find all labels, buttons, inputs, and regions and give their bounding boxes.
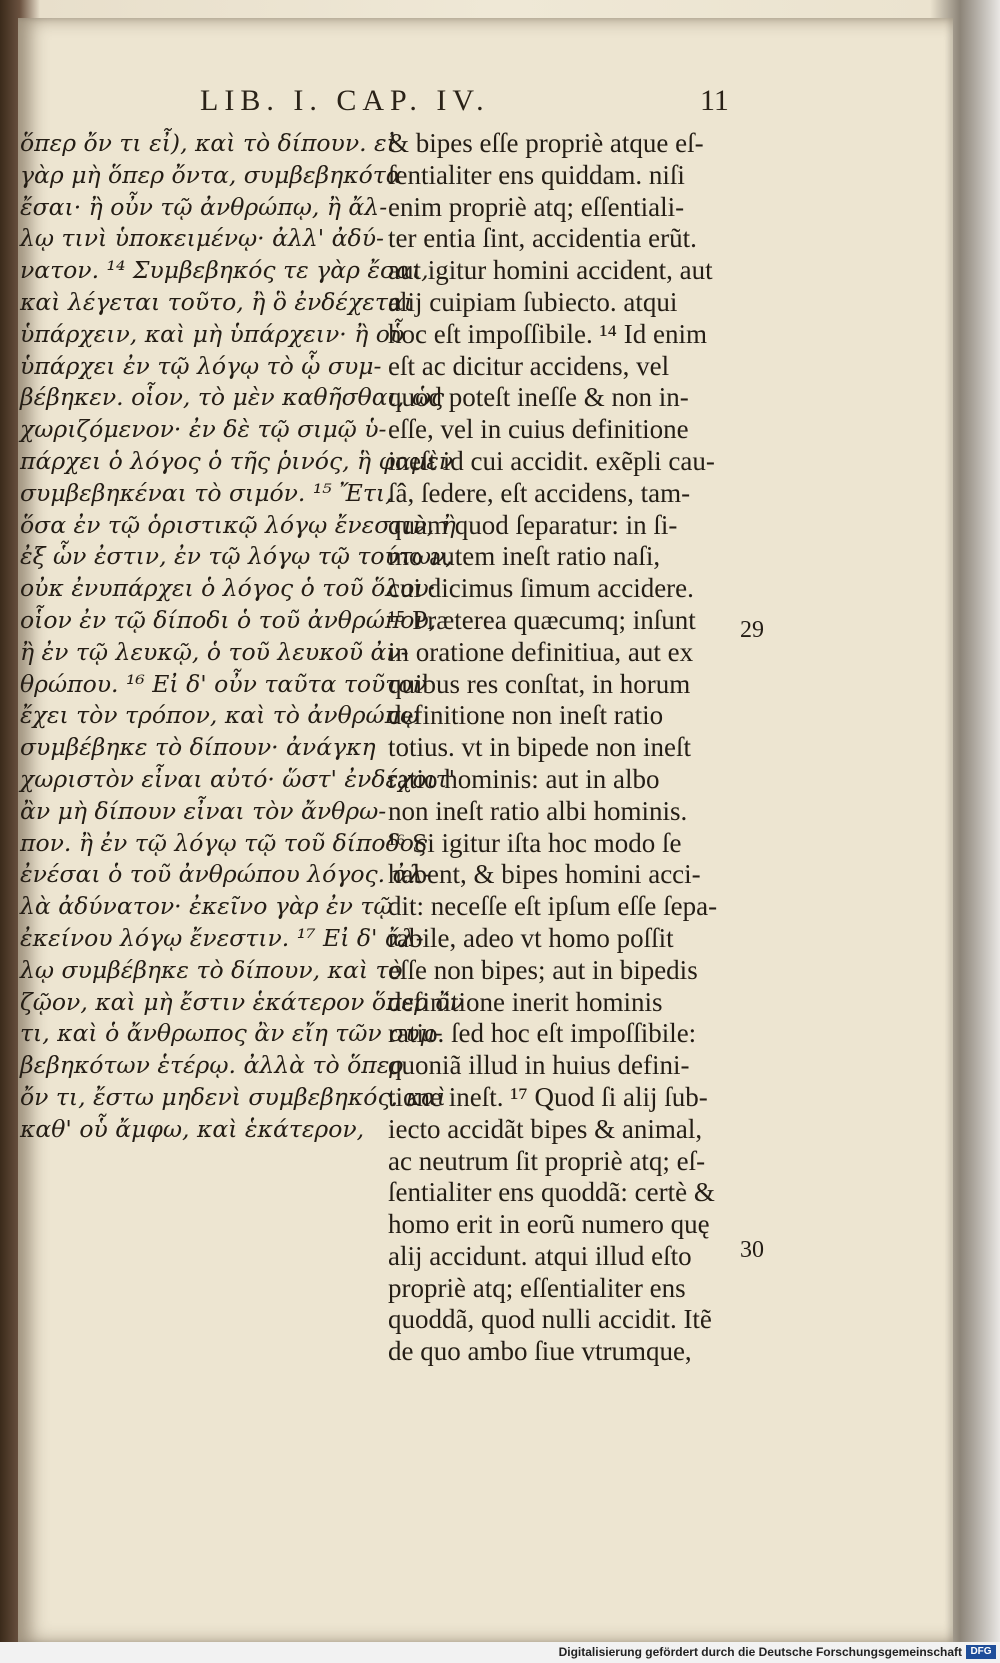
greek-text-line: ἔχει τὸν τρόπον, καὶ τὸ ἀνθρώπῳ xyxy=(20,701,420,730)
greek-text-line: καθ' οὗ ἄμφω, καὶ ἑκάτερον, xyxy=(20,1114,365,1143)
latin-text-line: quod poteſt ineſſe & non in- xyxy=(388,382,689,413)
latin-text-line: quoddã, quod nulli accidit. Itẽ xyxy=(388,1304,712,1335)
latin-text-line: ¹⁶ Si igitur iſta hoc modo ſe xyxy=(388,827,682,858)
latin-text-line: eſſe non bipes; aut in bipedis xyxy=(388,954,698,985)
greek-text-column xyxy=(20,128,464,1146)
latin-text-line: aut igitur homini accident, aut xyxy=(388,255,713,286)
greek-text-line: ἢ ἐν τῷ λευκῷ, ὁ τοῦ λευκοῦ ἀν- xyxy=(20,637,409,666)
latin-text-line: eſſe, vel in cuius definitione xyxy=(388,414,689,445)
greek-text-line: πον. ἢ ἐν τῷ λόγῳ τῷ τοῦ δίποδος xyxy=(20,828,428,857)
latin-text-line: ¹⁵ Præterea quæcumq; inſunt xyxy=(388,604,696,635)
latin-text-line: propriè atq; eſſentialiter ens xyxy=(388,1272,686,1303)
greek-text-line: λὰ ἀδύνατον· ἐκεῖνο γὰρ ἐν τῷ xyxy=(20,892,393,921)
greek-text-line: θρώπου. ¹⁶ Εἰ δ' οὖν ταῦτα τοῦτον xyxy=(20,669,427,698)
greek-text-line: καὶ λέγεται τοῦτο, ἢ ὃ ἐνδέχεται xyxy=(20,287,413,316)
latin-text-line: totius. vt in bipede non ineſt xyxy=(388,732,691,763)
margin-number-30: 30 xyxy=(740,1237,764,1263)
latin-text-line: hoc eſt impoſſibile. ¹⁴ Id enim xyxy=(388,318,707,349)
latin-text-line: rabile, adeo vt homo poſſit xyxy=(388,922,674,953)
greek-text-line: λῳ συμβέβηκε τὸ δίπουν, καὶ τὸ xyxy=(20,955,403,984)
dfg-logo: DFG xyxy=(966,1645,996,1659)
latin-text-column xyxy=(388,128,728,1368)
latin-text-line: eſt ac dicitur accidens, vel xyxy=(388,350,670,381)
page-number: 11 xyxy=(700,84,729,117)
latin-text-line: quoniã illud in huius defini- xyxy=(388,1050,690,1081)
greek-text-line: πάρχει ὁ λόγος ὁ τῆς ῥινός, ἣ φαμὲν xyxy=(20,446,454,475)
latin-text-line: ter entia ſint, accidentia erũt. xyxy=(388,223,697,254)
greek-text-line: ὑπάρχειν, καὶ μὴ ὑπάρχειν· ἢ οὗ xyxy=(20,319,405,348)
latin-text-line: enim propriè atq; eſſentiali- xyxy=(388,191,685,222)
latin-text-line: ineſt id cui accidit. exẽpli cau- xyxy=(388,445,715,476)
latin-text-line: ratio. ſed hoc eſt impoſſibile: xyxy=(388,1018,697,1049)
latin-text-line: alij accidunt. atqui illud eſto xyxy=(388,1240,692,1271)
greek-text-line: ἔσαι· ἢ οὖν τῷ ἀνθρώπῳ, ἢ ἄλ- xyxy=(20,192,388,221)
greek-text-line: βεβηκότων ἑτέρῳ. ἀλλὰ τὸ ὅπερ xyxy=(20,1051,404,1080)
greek-text-line: χωριζόμενον· ἐν δὲ τῷ σιμῷ ὑ- xyxy=(20,415,387,444)
greek-text-line: οὐκ ἐνυπάρχει ὁ λόγος ὁ τοῦ ὅλου· xyxy=(20,574,437,603)
latin-text-line: ſentialiter ens quoddã: certè & xyxy=(388,1177,715,1208)
greek-text-line: ἐκείνου λόγῳ ἔνεστιν. ¹⁷ Εἰ δ' ἄλ- xyxy=(20,923,424,952)
latin-text-line: in oratione definitiua, aut ex xyxy=(388,636,694,667)
greek-text-line: ὅσα ἐν τῷ ὁριστικῷ λόγῳ ἔνεστιν, ἢ xyxy=(20,510,456,539)
greek-text-line: λῳ τινὶ ὑποκειμένῳ· ἀλλ' ἀδύ- xyxy=(20,224,384,253)
latin-text-line: quàm quod ſeparatur: in ſi- xyxy=(388,509,678,540)
latin-text-line: definitione inerit hominis xyxy=(388,986,663,1017)
latin-text-line: quibus res conſtat, in horum xyxy=(388,668,691,699)
latin-text-line: ſâ, ſedere, eſt accidens, tam- xyxy=(388,477,691,508)
latin-text-line: iecto accidãt bipes & animal, xyxy=(388,1113,703,1144)
greek-text-line: ὅπερ ὄν τι εἶ), καὶ τὸ δίπουν. εἰ xyxy=(20,129,396,157)
latin-text-line: ſentialiter ens quiddam. niſi xyxy=(388,159,685,190)
greek-text-line: γὰρ μὴ ὅπερ ὄντα, συμβεβηκότα xyxy=(20,160,402,189)
latin-text-line: habent, & bipes homini acci- xyxy=(388,859,701,890)
greek-text-line: συμβέβηκε τὸ δίπουν· ἀνάγκη xyxy=(20,733,376,762)
greek-text-line: ἐξ ὧν ἐστιν, ἐν τῷ λόγῳ τῷ τούτων, xyxy=(20,542,453,571)
latin-text-line: ratio hominis: aut in albo xyxy=(388,763,660,794)
running-head: LIB. I. CAP. IV. xyxy=(200,84,490,117)
latin-text-line: de quo ambo ſiue vtrumque, xyxy=(388,1336,692,1367)
greek-text-line: ἐνέσαι ὁ τοῦ ἀνθρώπου λόγος. ἀλ- xyxy=(20,860,432,889)
greek-text-line: ζῷον, καὶ μὴ ἔστιν ἑκάτερον ὅπερ ὄν xyxy=(20,987,464,1016)
latin-text-line: homo erit in eorũ numero quę xyxy=(388,1209,710,1240)
greek-text-line: νατον. ¹⁴ Συμβεβηκός τε γὰρ ἔσαι, xyxy=(20,256,429,285)
greek-text-line: ὄν τι, ἔστω μηδενὶ συμβεβηκός. καὶ xyxy=(20,1082,447,1111)
greek-text-line: χωριστὸν εἶναι αὐτό· ὥστ' ἐνδέχοιτ' xyxy=(20,764,456,793)
funding-credit: Digitalisierung gefördert durch die Deutsche Forschungsgemeinschaft xyxy=(558,1645,962,1659)
greek-text-line: συμβεβηκέναι τὸ σιμόν. ¹⁵ Ἔτι, xyxy=(20,478,393,507)
latin-text-line: cui dicimus ſimum accidere. xyxy=(388,573,694,604)
greek-text-line: βέβηκεν. οἷον, τὸ μὲν καθῆσθαι, ὡς xyxy=(20,383,445,412)
latin-text-line: mo autem ineſt ratio naſi, xyxy=(388,541,661,572)
greek-text-line: ὑπάρχει ἐν τῷ λόγῳ τὸ ᾧ συμ- xyxy=(20,351,382,380)
margin-number-29: 29 xyxy=(740,617,764,643)
latin-text-line: ac neutrum ſit propriè atq; eſ- xyxy=(388,1145,706,1176)
latin-text-line: tione ineſt. ¹⁷ Quod ſi alij ſub- xyxy=(388,1081,708,1112)
greek-text-line: ἂν μὴ δίπουν εἶναι τὸν ἄνθρω- xyxy=(20,796,387,825)
latin-text-line: alij cuipiam ſubiecto. atqui xyxy=(388,286,678,317)
latin-text-line: non ineſt ratio albi hominis. xyxy=(388,795,688,826)
latin-text-line: definitione non ineſt ratio xyxy=(388,700,664,731)
latin-text-line: dit: neceſſe eſt ipſum eſſe ſepa- xyxy=(388,891,718,922)
greek-text-line: οἷον ἐν τῷ δίποδι ὁ τοῦ ἀνθρώπου, xyxy=(20,605,437,634)
greek-text-line: τι, καὶ ὁ ἄνθρωπος ἂν εἴη τῶν συμ- xyxy=(20,1019,443,1048)
latin-text-line: & bipes eſſe propriè atque eſ- xyxy=(388,128,704,158)
